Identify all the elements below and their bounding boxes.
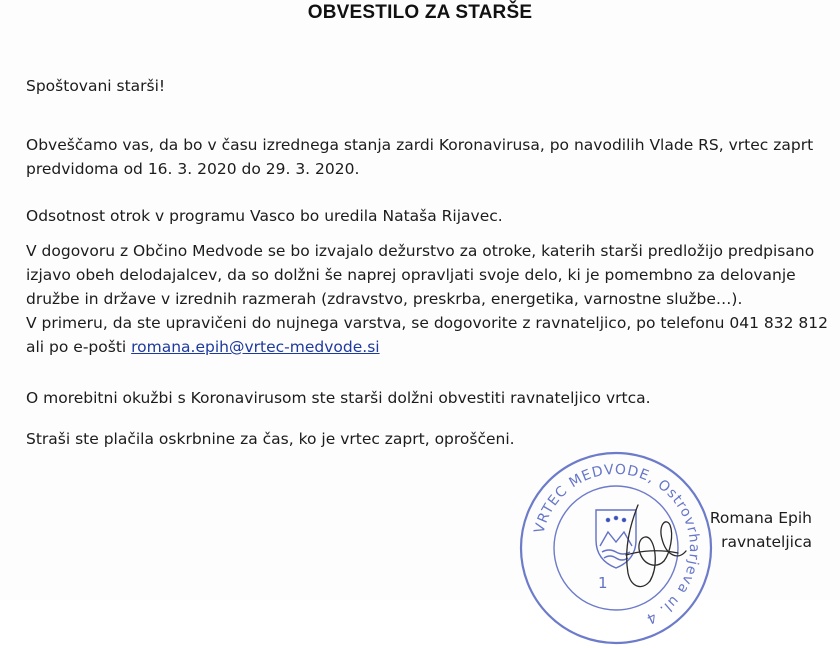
paragraph-line: Obveščamo vas, da bo v času izrednega stanja zardi Koronavirusa, po navodilih Vlade RS, vrtec zaprt bbox=[26, 136, 814, 154]
paragraph-line: predvidoma od 16. 3. 2020 do 29. 3. 2020. bbox=[26, 160, 360, 178]
document-title: OBVESTILO ZA STARŠE bbox=[307, 2, 533, 23]
paragraph-infection-notice: O morebitni okužbi s Koronavirusom ste starši dolžni obvestiti ravnateljico vrtca. bbox=[26, 389, 651, 407]
paragraph-absence: Odsotnost otrok v programu Vasco bo uredila Nataša Rijavec. bbox=[26, 207, 503, 225]
paragraph-line: V primeru, da ste upravičeni do nujnega varstva, se dogovorite z ravnateljico, po telefonu 041 832 812 bbox=[26, 314, 828, 332]
paragraph-line: V dogovoru z Občino Medvode se bo izvajalo dežurstvo za otroke, katerih starši predložijo predpisano bbox=[26, 242, 815, 260]
paragraph-fee-waiver: Straši ste plačila oskrbnine za čas, ko je vrtec zaprt, oproščeni. bbox=[26, 430, 515, 448]
handwritten-signature bbox=[600, 495, 720, 600]
paragraph-line: izjavo obeh delodajalcev, da so dolžni še naprej opravljati svoje delo, ki je pomembno za delovanje bbox=[26, 266, 796, 284]
signer-role: ravnateljica bbox=[721, 533, 812, 551]
paragraph-duty-care bbox=[26, 239, 828, 359]
stamp-ring-text: VRTEC MEDVODE, Ostrovrharjeva ul. 4 bbox=[531, 461, 703, 628]
signer-name: Romana Epih bbox=[709, 509, 812, 527]
stamp-number: 1 bbox=[598, 574, 608, 592]
paragraph-line: družbe in države v izrednih razmerah (zdravstvo, preskrba, energetika, varnostne službe…). bbox=[26, 290, 743, 308]
paragraph-line bbox=[26, 335, 828, 359]
paragraph-closure-notice bbox=[26, 133, 813, 181]
email-prefix: ali po e-pošti bbox=[26, 338, 132, 356]
email-link[interactable]: romana.epih@vrtec-medvode.si bbox=[131, 338, 380, 356]
greeting: Spoštovani starši! bbox=[26, 77, 166, 95]
